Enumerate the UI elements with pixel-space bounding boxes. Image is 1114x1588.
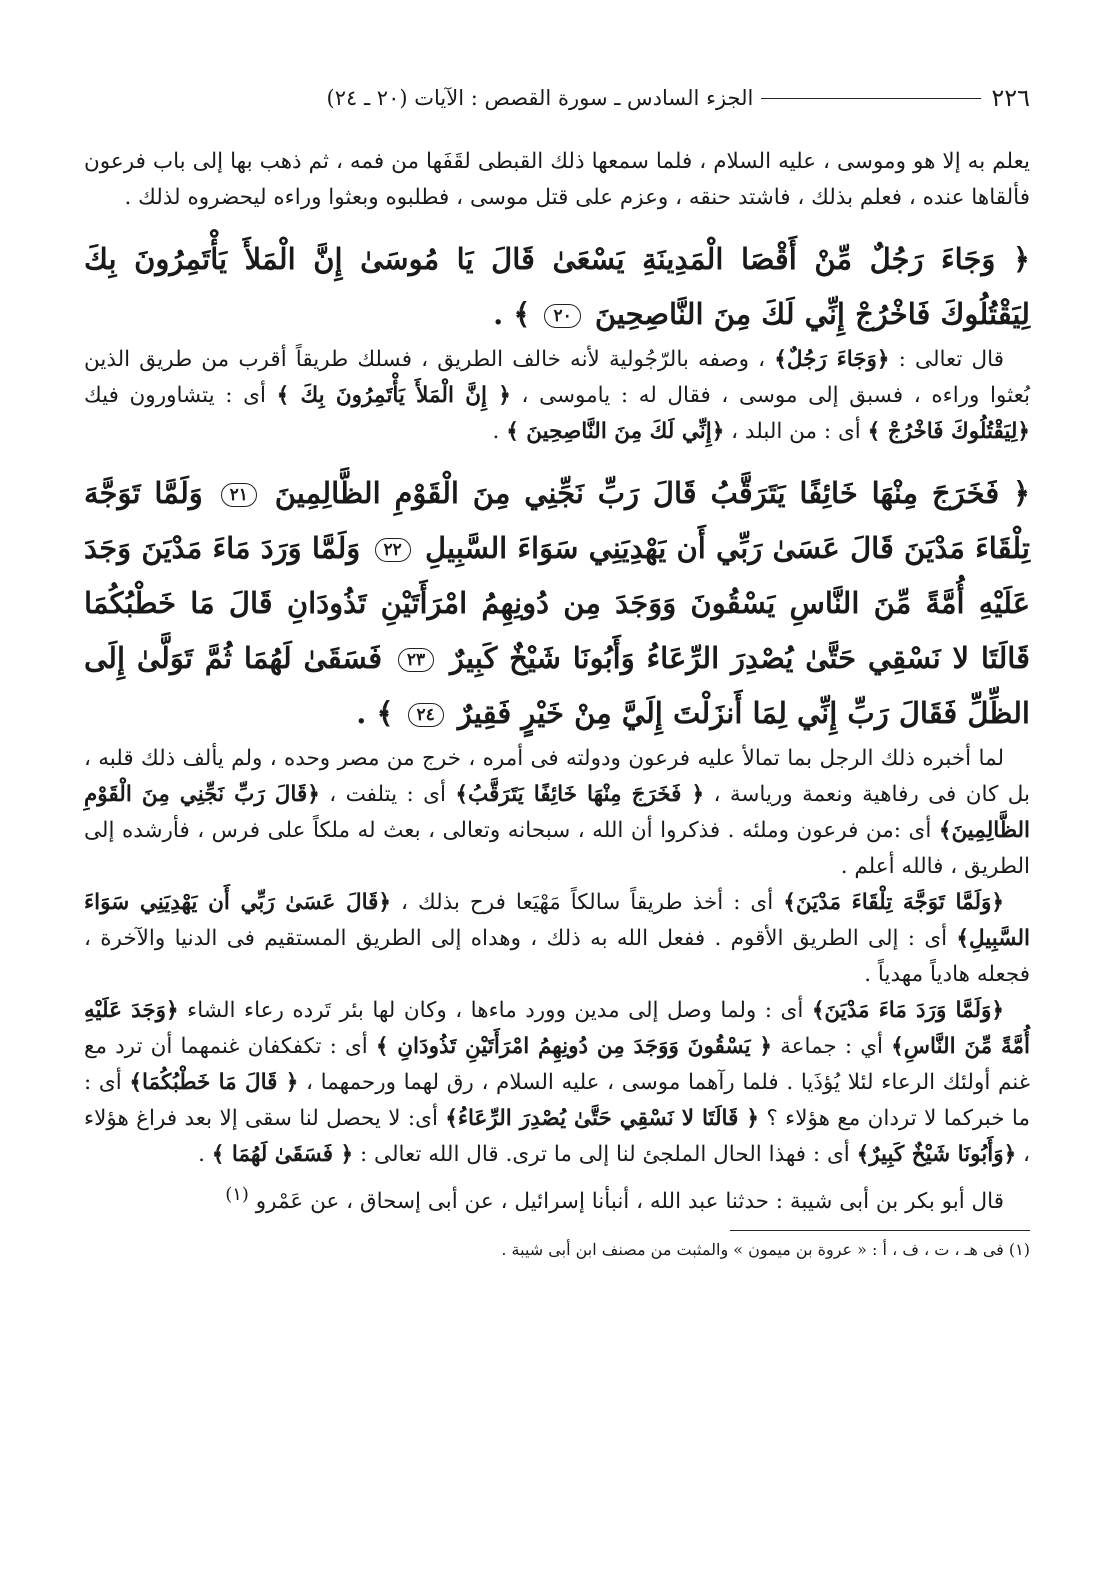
verse-end: ﴾ . — [493, 297, 531, 331]
quran-quote: ﴿قَالَ عَسَىٰ رَبِّي أَن يَهْدِيَنِي سَوَاءَ السَّبِيلِ﴾ — [84, 890, 1030, 951]
comm-text: أى : إلى الطريق الأقوم . ففعل الله به ذلك ، وهداه إلى الطريق المستقيم فى الدنيا والآخرة ، فجعله هادياً مهدياً . — [84, 926, 1030, 987]
header-rule — [761, 98, 981, 99]
running-header — [84, 80, 1030, 116]
ayah-number: ٢١ — [221, 483, 257, 507]
quran-quote: ﴿وَأَبُونَا شَيْخٌ كَبِيرٌ﴾ — [856, 1142, 1017, 1167]
footnote-separator — [84, 1220, 1030, 1238]
verse-text: وَلَمَّا تَوَجَّهَ تِلْقَاءَ مَدْيَنَ قَالَ عَسَىٰ رَبِّي أَن يَهْدِيَنِي سَوَاءَ السَّبِيلِ — [84, 476, 1030, 565]
footnote-rule — [730, 1230, 1030, 1231]
spacer — [84, 116, 1030, 144]
verses-21-24 — [84, 466, 1030, 741]
verse-end: ﴾ . — [356, 696, 394, 730]
quran-quote: ﴿قَالَ رَبِّ نَجِّنِي مِنَ الْقَوْمِ الظَّالِمِينَ﴾ — [84, 782, 1030, 843]
commentary-paragraph-4 — [84, 993, 1030, 1173]
quran-quote: ﴿إِنِّي لَكَ مِنَ النَّاصِحِينَ ﴾ — [506, 419, 725, 444]
ayah-number: ٢٠ — [544, 304, 580, 328]
comm-text: قال تعالى : — [898, 347, 1004, 372]
commentary-paragraph-5 — [84, 1177, 1030, 1220]
quran-quote: ﴿ يَسْقُونَ وَوَجَدَ مِن دُونِهِمُ امْرَأَتَيْنِ تَذُودَانِ ﴾ — [375, 1034, 772, 1059]
comm-text: أى : فهذا الحال الملجئ لنا إلى ما ترى. قال الله تعالى : — [359, 1142, 850, 1167]
quran-quote: ﴿وَجَدَ عَلَيْهِ أُمَّةً مِّنَ النَّاسِ﴾ — [84, 998, 1030, 1059]
quran-quote: ﴿لِيَقْتُلُوكَ فَاخْرُجْ ﴾ — [867, 419, 1030, 444]
commentary-paragraph-2 — [84, 741, 1030, 885]
comm-text: أى : تكفكفان غنمهما أن ترد مع غنم أولئك الرعاء لئلا يُؤذَيا . فلما رآهما موسى ، عليه السلام ، رق لهما ورحمهما ، — [84, 1034, 1031, 1095]
comm-text: أى : أخذ طريقاً سالكاً مَهْيَعا فرح بذلك ، — [401, 890, 774, 915]
quran-quote: ﴿ فَسَقَىٰ لَهُمَا ﴾ — [211, 1142, 354, 1167]
comm-text: أي : جماعة — [780, 1034, 884, 1059]
ayah-number: ٢٤ — [408, 703, 444, 727]
ayah-number: ٢٢ — [375, 538, 411, 562]
comm-text: أى: لا يحصل لنا سقى إلا بعد فراغ هؤلاء ، — [84, 1106, 1030, 1167]
comm-text: أى :من فرعون وملئه . فذكروا أن الله ، سبحانه وتعالى ، بعث له ملكاً على فرس ، فأرشده إلى الطريق ، فالله أعلم . — [84, 818, 1030, 879]
commentary-paragraph-1 — [84, 342, 1030, 450]
verse-text: وَلَمَّا وَرَدَ مَاءَ مَدْيَنَ وَجَدَ عَلَيْهِ أُمَّةً مِّنَ النَّاسِ يَسْقُونَ وَوَجَدَ مِن دُونِهِمُ امْرَأَتَيْنِ تَذُودَانِ قَالَ مَا خَطْبُكُمَا قَالَتَا لا نَسْقِي حَتَّىٰ يُصْدِرَ الرِّعَاءُ وَأَبُونَا شَيْخٌ كَبِيرٌ — [84, 531, 1030, 675]
page — [84, 80, 1030, 1262]
ayah-number: ٢٣ — [398, 648, 434, 672]
header-rule-wrap — [84, 86, 991, 110]
verse-20 — [84, 232, 1030, 342]
comm-text: أى : من البلد ، — [731, 419, 861, 444]
comm-text: ، وصفه بالرّجُولية لأنه خالف الطريق ، فسلك طريقاً أقرب من طريق الذين بُعثوا وراءه ، فسبق إلى موسى ، فقال له : ياموسى ، — [84, 347, 1030, 408]
comm-text: قال أبو بكر بن أبى شيبة : حدثنا عبد الله ، أنبأنا إسرائيل ، عن أبى إسحاق ، عن عَمْرو — [255, 1189, 1004, 1215]
comm-text: . — [492, 419, 500, 444]
quran-quote: ﴿وَجَاءَ رَجُلٌ﴾ — [774, 347, 890, 372]
quran-quote: ﴿ قَالَ مَا خَطْبُكُمَا﴾ — [129, 1070, 299, 1095]
footnote: (١) فى هـ ، ت ، ف ، أ : « عروة بن ميمون » والمثبت من مصنف ابن أبى شيبة . — [501, 1240, 1030, 1260]
quran-quote: ﴿وَلَمَّا وَرَدَ مَاءَ مَدْيَنَ﴾ — [811, 998, 1004, 1023]
comm-text: . — [198, 1142, 205, 1167]
verse-text: فَسَقَىٰ لَهُمَا ثُمَّ تَوَلَّىٰ إِلَى الظِّلِّ فَقَالَ رَبِّ إِنِّي لِمَا أَنزَلْتَ إِلَيَّ مِنْ خَيْرٍ فَقِيرٌ — [84, 641, 1030, 730]
quran-quote: ﴿ قَالَتَا لا نَسْقِي حَتَّىٰ يُصْدِرَ الرِّعَاءُ﴾ — [445, 1106, 759, 1131]
comm-text: أى : ولما وصل إلى مدين وورد ماءها ، وكان لها بئر تَرده رعاء الشاء — [187, 998, 804, 1023]
comm-text: أى : ما خبركما لا تردان مع هؤلاء ؟ — [84, 1070, 1030, 1131]
quran-quote: ﴿ إِنَّ الْمَلأَ يَأْتَمِرُونَ بِكَ ﴾ — [276, 383, 511, 408]
verse-text: ﴿ فَخَرَجَ مِنْهَا خَائِفًا يَتَرَقَّبُ قَالَ رَبِّ نَجِّنِي مِنَ الْقَوْمِ الظَّالِمِينَ — [274, 476, 1030, 510]
intro-paragraph: يعلم به إلا هو وموسى ، عليه السلام ، فلما سمعها ذلك القبطى لقَفَها من فمه ، ثم ذهب بها إلى باب فرعون فألقاها عنده ، فعلم بذلك ، فاشتد حنقه ، وعزم على قتل موسى ، فطلبوه وبعثوا وراءه ليحضروه لذلك . — [84, 149, 1030, 210]
header-title: الجزء السادس ـ سورة القصص : الآيات (٢٠ ـ ٢٤) — [326, 86, 754, 110]
comm-text: أى : يتشاورون فيك — [84, 383, 266, 408]
comm-text: أى : يتلفت ، — [329, 782, 446, 807]
quran-quote: ﴿ فَخَرَجَ مِنْهَا خَائِفًا يَتَرَقَّبُ﴾ — [455, 782, 705, 807]
verse-20-text: ﴿ وَجَاءَ رَجُلٌ مِّنْ أَقْصَا الْمَدِينَةِ يَسْعَىٰ قَالَ يَا مُوسَىٰ إِنَّ الْمَلأَ يَأْتَمِرُونَ بِكَ لِيَقْتُلُوكَ فَاخْرُجْ إِنِّي لَكَ مِنَ النَّاصِحِينَ — [84, 242, 1030, 331]
footnote-marker: (١) — [225, 1184, 249, 1205]
page-number: ٢٢٦ — [991, 84, 1030, 112]
quran-quote: ﴿وَلَمَّا تَوَجَّهَ تِلْقَاءَ مَدْيَنَ﴾ — [783, 890, 1004, 915]
commentary-paragraph-3 — [84, 885, 1030, 993]
comm-text: لما أخبره ذلك الرجل بما تمالأ عليه فرعون ودولته فى أمره ، خرج من مصر وحده ، ولم يألف ذلك قلبه ، بل كان فى رفاهية ونعمة ورياسة ، — [84, 746, 1030, 807]
